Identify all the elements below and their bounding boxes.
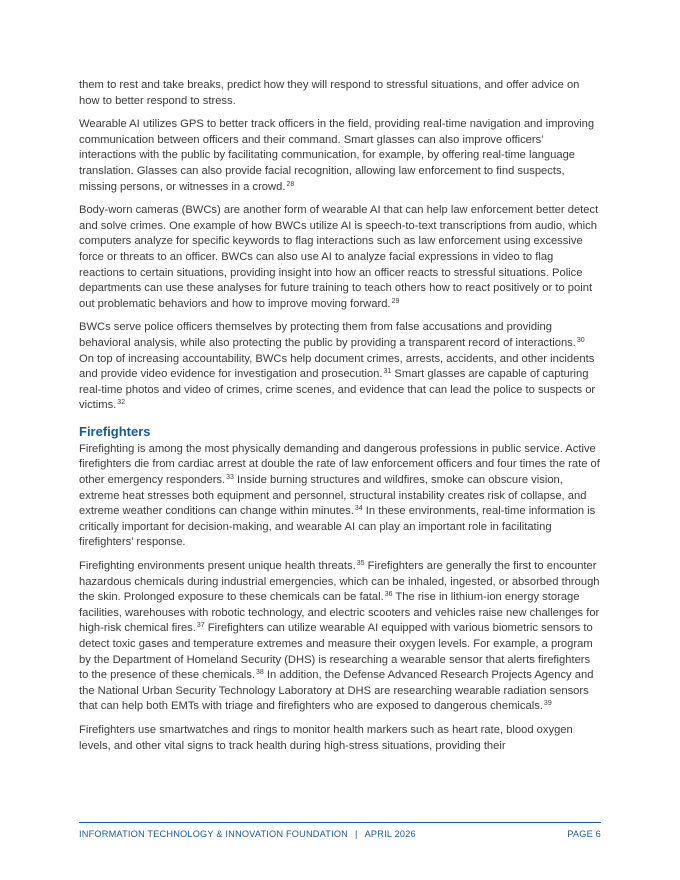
footnote-ref[interactable]: 37 [196,622,205,630]
footer-divider [79,822,601,823]
paragraph-health-threats: Firefighting environments present unique health threats.$^{35}$ Firefighters are generally the first to encounter hazardous chemicals during industrial emergencies, which can be inhaled, ingested, or absorbed through the skin. Prolonged exposure to these chemicals can be fatal.$^{36}$ The rise in lithium-ion energy storage facilities, warehouses with robotic technology, and electric scooters and vehicles raise new challenges for high-risk chemical fires.$^{37}$ Firefighters can utilize wearable AI equipped with various biometric sensors to detect toxic gases and temperature extremes and measure their oxygen levels. For example, a program by the Department of Homeland Security (DHS) is researching a wearable sensor that alerts firefighters to the presence of these chemicals.$^{38}$ In addition, the Defense Advanced Research Projects Agency and the National Urban Security Technology Laboratory at DHS are researching wearable radiation sensors that can help both EMTs with triage and firefighters who are exposed to dangerous chemicals.$^{39}$ [79,560,600,713]
footnote-ref[interactable]: 29 [391,297,400,305]
paragraph-bwc-serve: BWCs serve police officers themselves by protecting them from false accusations and providing behavioral analysis, while also protecting the public by providing a transparent record of interactions.$^{30}$ On top of increasing accountability, BWCs help document crimes, arrests, accidents, and other incidents and provide video evidence for investigation and prosecution.$^{31}$ Smart glasses are capable of capturing real-time photos and video of crimes, crime scenes, and evidence that can lead the police to suspects or victims.$^{32}$ [79,321,596,412]
paragraph-bwc-intro: Body-worn cameras (BWCs) are another form of wearable AI that can help law enforcement better detect and solve crimes. One example of how BWCs utilize AI is speech-to-text transcriptions from audio, which computers analyze for specific keywords to flag interactions such as law enforcement using excessive force or threats to an officer. BWCs can also use AI to analyze facial expressions in video to flag reactions to certain situations, providing insight into how an officer reacts to stressful situations. Police departments can use these analyses for future training to teach others how to react positively or to point out problematic behaviors and how to improve moving forward.$^{29}$ [79,204,599,310]
footnote-ref[interactable]: 35 [356,560,365,568]
footer-org-date: INFORMATION TECHNOLOGY & INNOVATION FOUNDATION | APRIL 2026 [79,829,416,839]
footer-page-number: PAGE 6 [567,829,601,839]
footnote-ref[interactable]: 36 [384,591,393,599]
footnote-ref[interactable]: 38 [256,669,264,677]
section-heading-firefighters: Firefighters [79,423,151,439]
footnote-ref[interactable]: 31 [383,368,392,376]
footnote-ref[interactable]: 32 [117,399,126,407]
page-footer [79,829,601,839]
paragraph-firefighting-danger: Firefighting is among the most physically demanding and dangerous professions in public service. Active firefighters die from cardiac arrest at double the rate of law enforcement officers and four times the rate of other emergency responders.$^{33}$ Inside burning structures and wildfires, smoke can obscure vision, extreme heat stresses both equipment and personnel, structural instability creates risk of collapse, and extreme weather conditions can change within minutes.$^{34}$ In these environments, real-time information is critically important for decision-making, and wearable AI can play an important role in facilitating firefighters’ response. [79,442,600,549]
footnote-ref[interactable]: 28 [286,180,295,188]
footnote-ref[interactable]: 33 [226,474,234,482]
paragraph-smartwatches: Firefighters use smartwatches and rings to monitor health markers such as heart rate, blood oxygen levels, and other vital signs to track health during high-stress situations, providing their [79,723,573,752]
footnote-ref[interactable]: 39 [543,700,552,708]
footnote-ref[interactable]: 30 [576,336,585,344]
paragraph-stress: them to rest and take breaks, predict how they will respond to stressful situations, and offer advice on how to better respond to stress. [79,79,580,107]
page-body [79,78,601,762]
footnote-ref[interactable]: 34 [354,505,363,513]
paragraph-gps: Wearable AI utilizes GPS to better track officers in the field, providing real-time navigation and improving communication between officers and their command. Smart glasses can also improve officers’ interactions with the public by facilitating communication, for example, by offering real-time language translation. Glasses can also provide facial recognition, allowing law enforcement to find suspects, missing persons, or witnesses in a crowd.$^{28}$ [79,118,595,193]
